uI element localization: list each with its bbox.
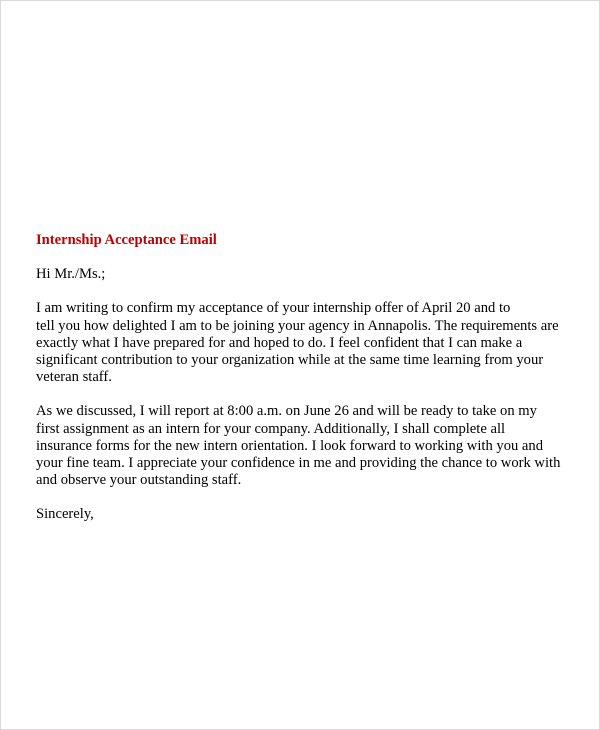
paragraph-line: tell you how delighted I am to be joining your agency in Annapolis. The requirements are — [36, 317, 559, 334]
paragraph-line: exactly what I have prepared for and hoped to do. I feel confident that I can make a — [36, 334, 523, 351]
paragraph-schedule — [36, 403, 566, 489]
paragraph-line: I am writing to confirm my acceptance of your internship offer of April 20 and to — [36, 300, 511, 317]
letter-body — [36, 232, 566, 541]
paragraph-line: significant contribution to your organization while at the same time learning from your — [36, 352, 544, 369]
paragraph-line: first assignment as an intern for your company. Additionally, I shall complete all — [36, 420, 506, 437]
paragraph-confirmation — [36, 300, 566, 386]
paragraph-line: insurance forms for the new intern orientation. I look forward to working with you and — [36, 437, 544, 454]
document-title: Internship Acceptance Email — [36, 232, 217, 248]
closing: Sincerely, — [36, 506, 94, 523]
paragraph-line: veteran staff. — [36, 369, 112, 386]
paragraph-line: As we discussed, I will report at 8:00 a.m. on June 26 and will be ready to take on my — [36, 403, 537, 420]
paragraph-line: your fine team. I appreciate your confidence in me and providing the chance to work with — [36, 455, 561, 472]
greeting: Hi Mr./Ms.; — [36, 266, 106, 283]
paragraph-line: and observe your outstanding staff. — [36, 472, 242, 489]
